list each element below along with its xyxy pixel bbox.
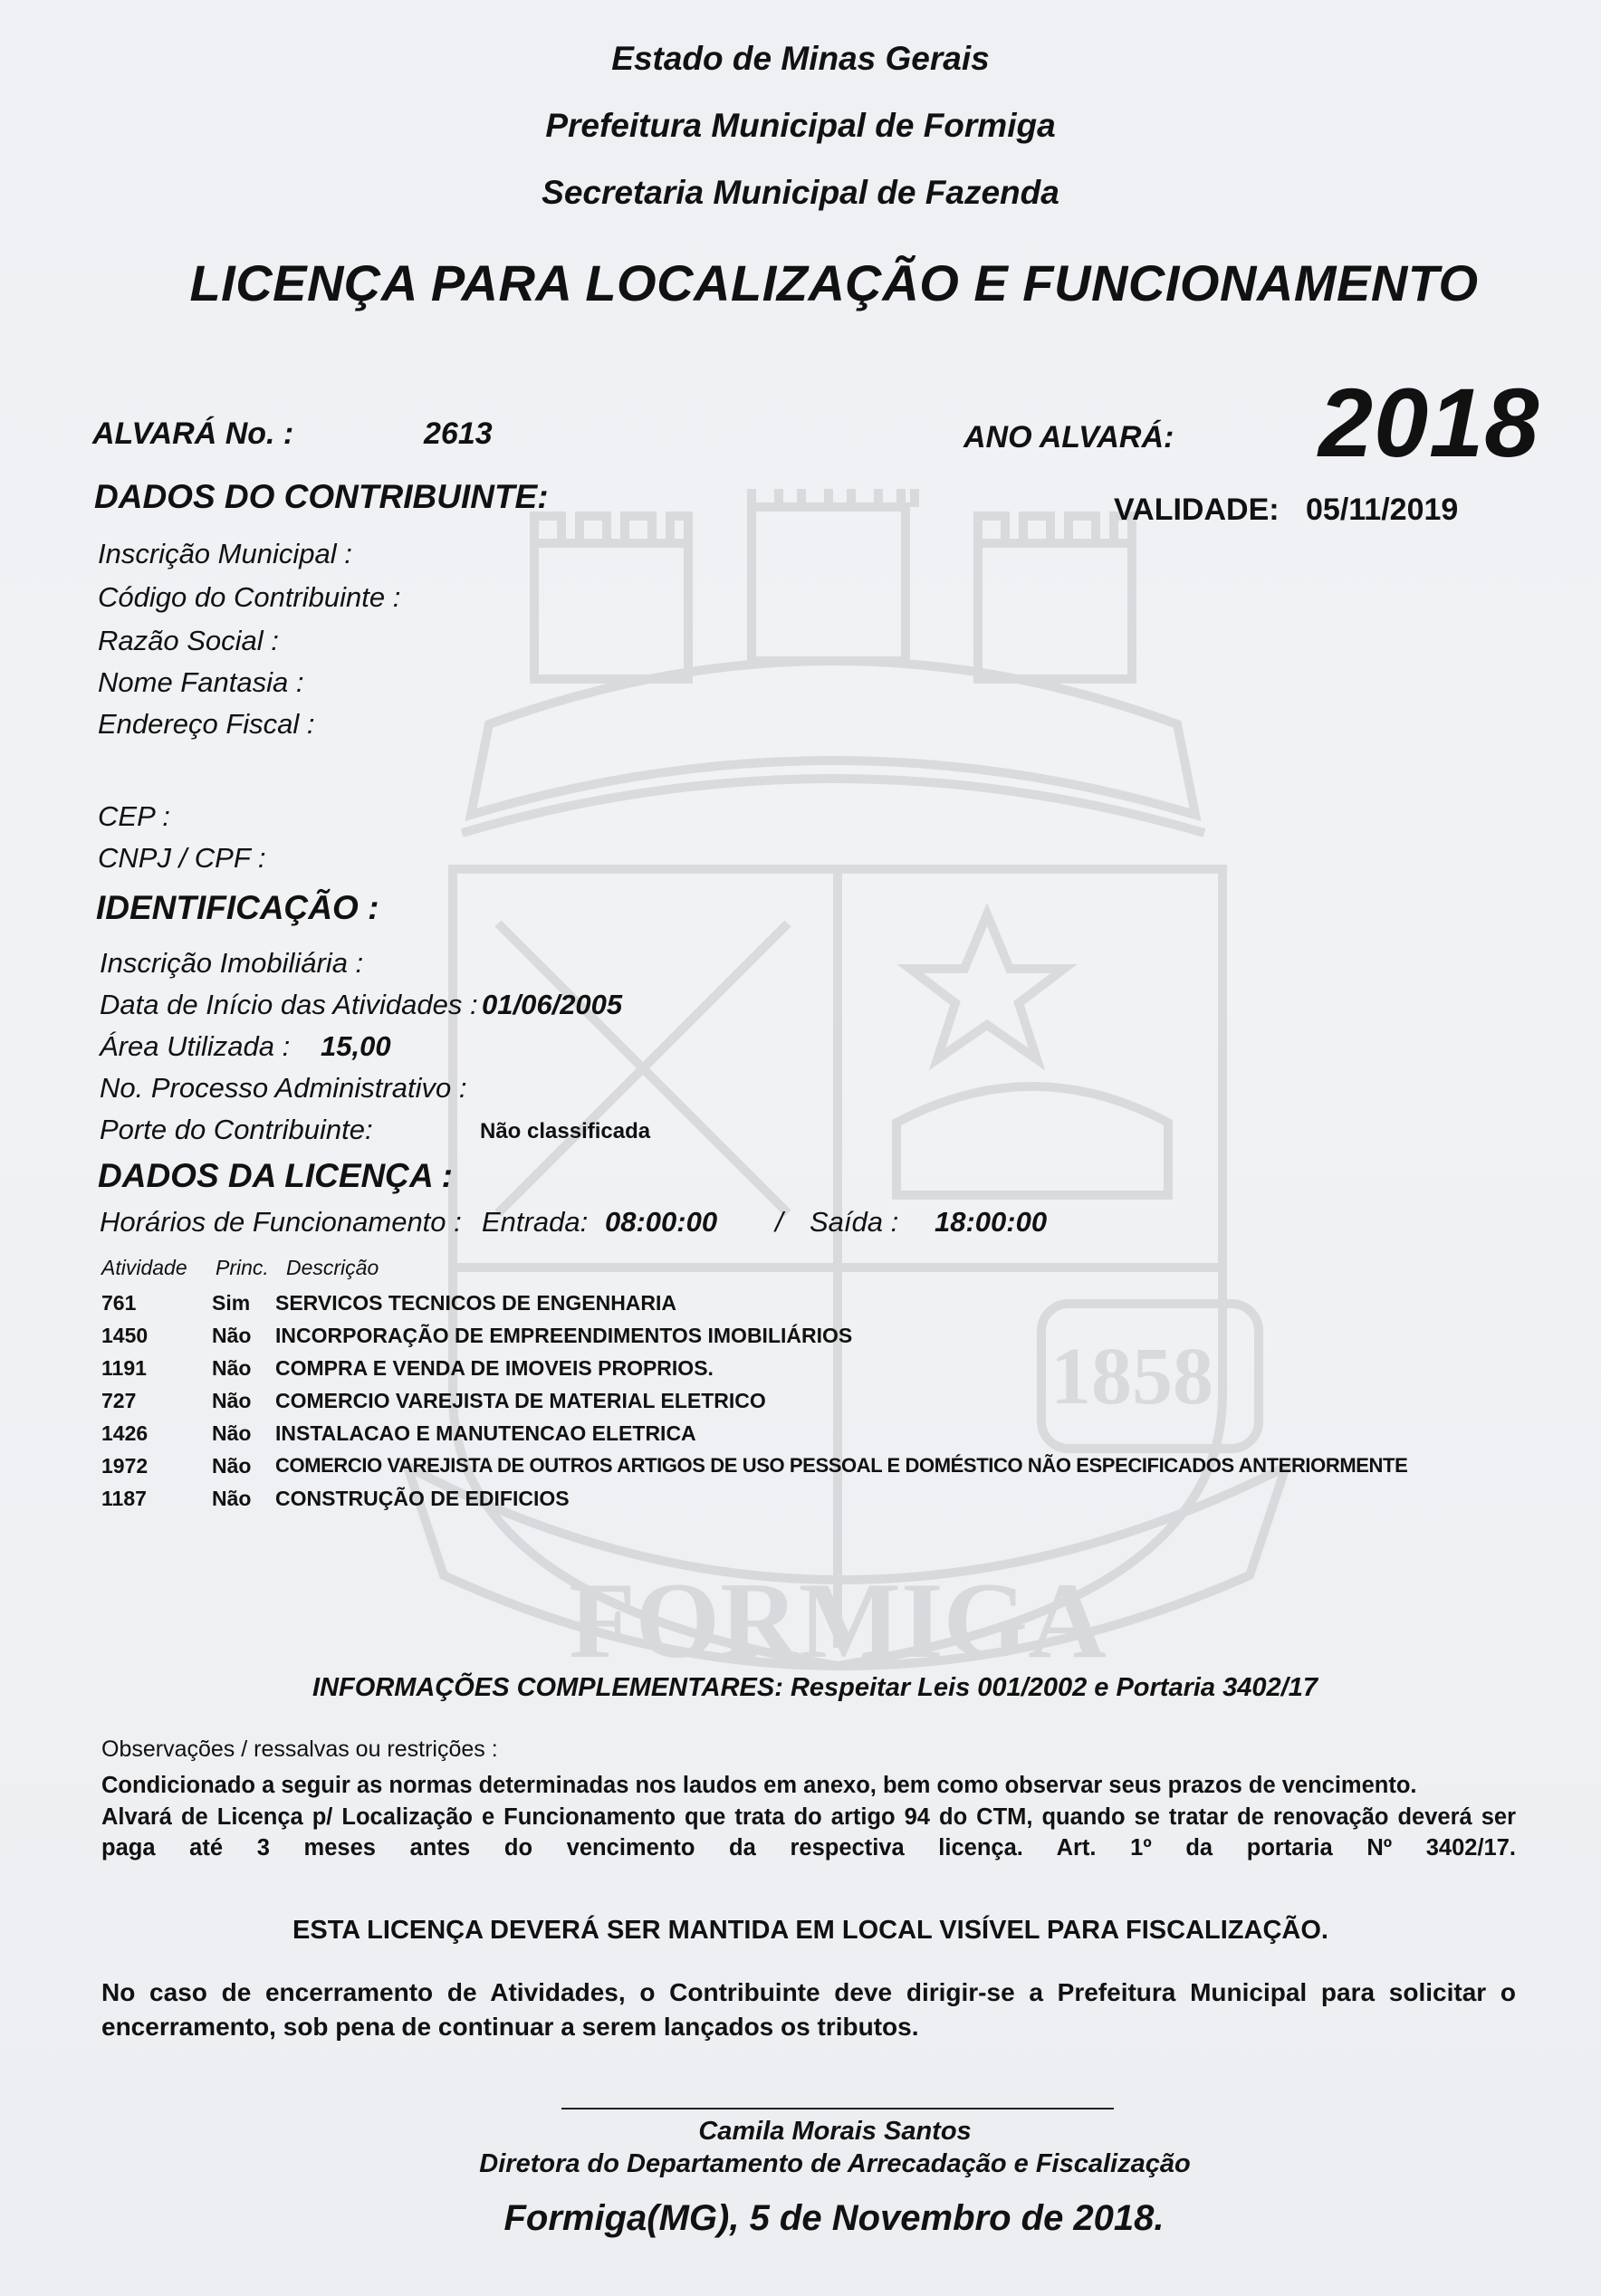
signature-line [561,2108,1114,2109]
section-licenca: DADOS DA LICENÇA : [98,1157,453,1194]
closure-notice: No caso de encerramento de Atividades, o Contribuinte deve dirigir-se a Prefeitura Municipal para solicitar o encerramento, sob pena de continuar a serem lançados os tributos. [101,1978,1516,2041]
watermark-year: 1858 [1050,1332,1213,1421]
field-cep: CEP : [98,800,170,832]
alvara-year: 2018 [1318,368,1540,477]
activity-princ: Não [212,1389,252,1412]
signatory-role: Diretora do Departamento de Arrecadação e Fiscalização [479,2149,1191,2178]
activity-desc: SERVICOS TECNICOS DE ENGENHARIA [275,1291,677,1315]
activity-desc: COMPRA E VENDA DE IMOVEIS PROPRIOS. [275,1356,714,1380]
activity-princ: Não [212,1324,252,1347]
field-razao-social: Razão Social : [98,625,279,656]
activity-princ: Sim [212,1291,251,1315]
activity-desc: INCORPORAÇÃO DE EMPREENDIMENTOS IMOBILIÁRIOS [275,1324,853,1347]
col-header-descricao: Descrição [286,1256,379,1279]
visibility-notice: ESTA LICENÇA DEVERÁ SER MANTIDA EM LOCAL VISÍVEL PARA FISCALIZAÇÃO. [292,1916,1328,1945]
activity-desc: INSTALACAO E MANUTENCAO ELETRICA [275,1421,696,1445]
field-area-label: Área Utilizada : [100,1030,291,1062]
saida-value: 18:00:00 [935,1206,1048,1238]
activity-code: 1972 [101,1454,149,1478]
field-nome-fantasia: Nome Fantasia : [98,666,304,698]
activity-code: 1426 [101,1421,149,1445]
field-inscricao-imobiliaria: Inscrição Imobiliária : [100,947,364,979]
activity-code: 727 [101,1389,137,1412]
validity-date: 05/11/2019 [1306,493,1459,527]
activity-code: 1187 [101,1487,147,1510]
header-secretaria: Secretaria Municipal de Fazenda [542,174,1059,211]
field-porte-value: Não classificada [480,1119,651,1143]
complementary-info: INFORMAÇÕES COMPLEMENTARES: Respeitar Leis 001/2002 e Portaria 3402/17 [312,1673,1318,1702]
saida-label: Saída : [810,1206,899,1238]
observations-label: Observações / ressalvas ou restrições : [101,1736,498,1762]
activity-desc: CONSTRUÇÃO DE EDIFICIOS [275,1487,570,1510]
field-porte-label: Porte do Contribuinte: [100,1114,373,1145]
col-header-atividade: Atividade [101,1256,187,1279]
field-inscricao-municipal: Inscrição Municipal : [98,538,352,569]
activity-code: 1450 [101,1324,149,1347]
activity-princ: Não [212,1356,252,1380]
field-area-value: 15,00 [321,1030,391,1062]
horario-separator: / [775,1206,783,1238]
field-codigo-contribuinte: Código do Contribuinte : [98,581,401,613]
entrada-label: Entrada: [482,1206,589,1238]
entrada-value: 08:00:00 [605,1206,718,1238]
header-prefeitura: Prefeitura Municipal de Formiga [545,107,1056,144]
alvara-number-label: ALVARÁ No. : [92,416,294,451]
document-title: LICENÇA PARA LOCALIZAÇÃO E FUNCIONAMENTO [189,254,1479,311]
watermark-word: FORMIGA [569,1560,1107,1680]
activity-code: 1191 [101,1356,147,1380]
signatory-name: Camila Morais Santos [698,2117,972,2146]
alvara-number: 2613 [424,416,493,451]
activity-princ: Não [212,1487,252,1510]
place-date: Formiga(MG), 5 de Novembro de 2018. [503,2198,1165,2238]
activity-desc: COMERCIO VAREJISTA DE OUTROS ARTIGOS DE USO PESSOAL E DOMÉSTICO NÃO ESPECIFICADOS ANTERIORMENTE [275,1454,1408,1477]
activity-code: 761 [101,1291,137,1315]
validity-label: VALIDADE: [1114,493,1280,527]
municipal-coat-of-arms-icon [353,489,1358,1729]
section-identificacao: IDENTIFICAÇÃO : [96,889,379,926]
field-cnpj-cpf: CNPJ / CPF : [98,842,266,874]
horarios-label: Horários de Funcionamento : [100,1206,462,1238]
field-data-inicio-label: Data de Início das Atividades : [100,989,478,1020]
activity-desc: COMERCIO VAREJISTA DE MATERIAL ELETRICO [275,1389,766,1412]
header-state: Estado de Minas Gerais [611,40,990,77]
section-contribuinte: DADOS DO CONTRIBUINTE: [94,478,549,515]
observations-line-2: Alvará de Licença p/ Localização e Funcionamento que trata do artigo 94 do CTM, quando se tratar de renovação deverá ser paga até 3 meses antes do vencimento da respectiva licença. Art. 1º da portaria Nº 3402/17. [101,1804,1516,1861]
field-data-inicio-value: 01/06/2005 [482,989,623,1020]
alvara-year-label: ANO ALVARÁ: [963,420,1174,454]
field-endereco-fiscal: Endereço Fiscal : [98,708,315,740]
activity-princ: Não [212,1421,252,1445]
observations-line-1: Condicionado a seguir as normas determinadas nos laudos em anexo, bem como observar seus prazos de vencimento. [101,1773,1417,1798]
col-header-princ: Princ. [216,1256,269,1279]
field-processo-label: No. Processo Administrativo : [100,1072,467,1104]
activity-princ: Não [212,1454,252,1478]
